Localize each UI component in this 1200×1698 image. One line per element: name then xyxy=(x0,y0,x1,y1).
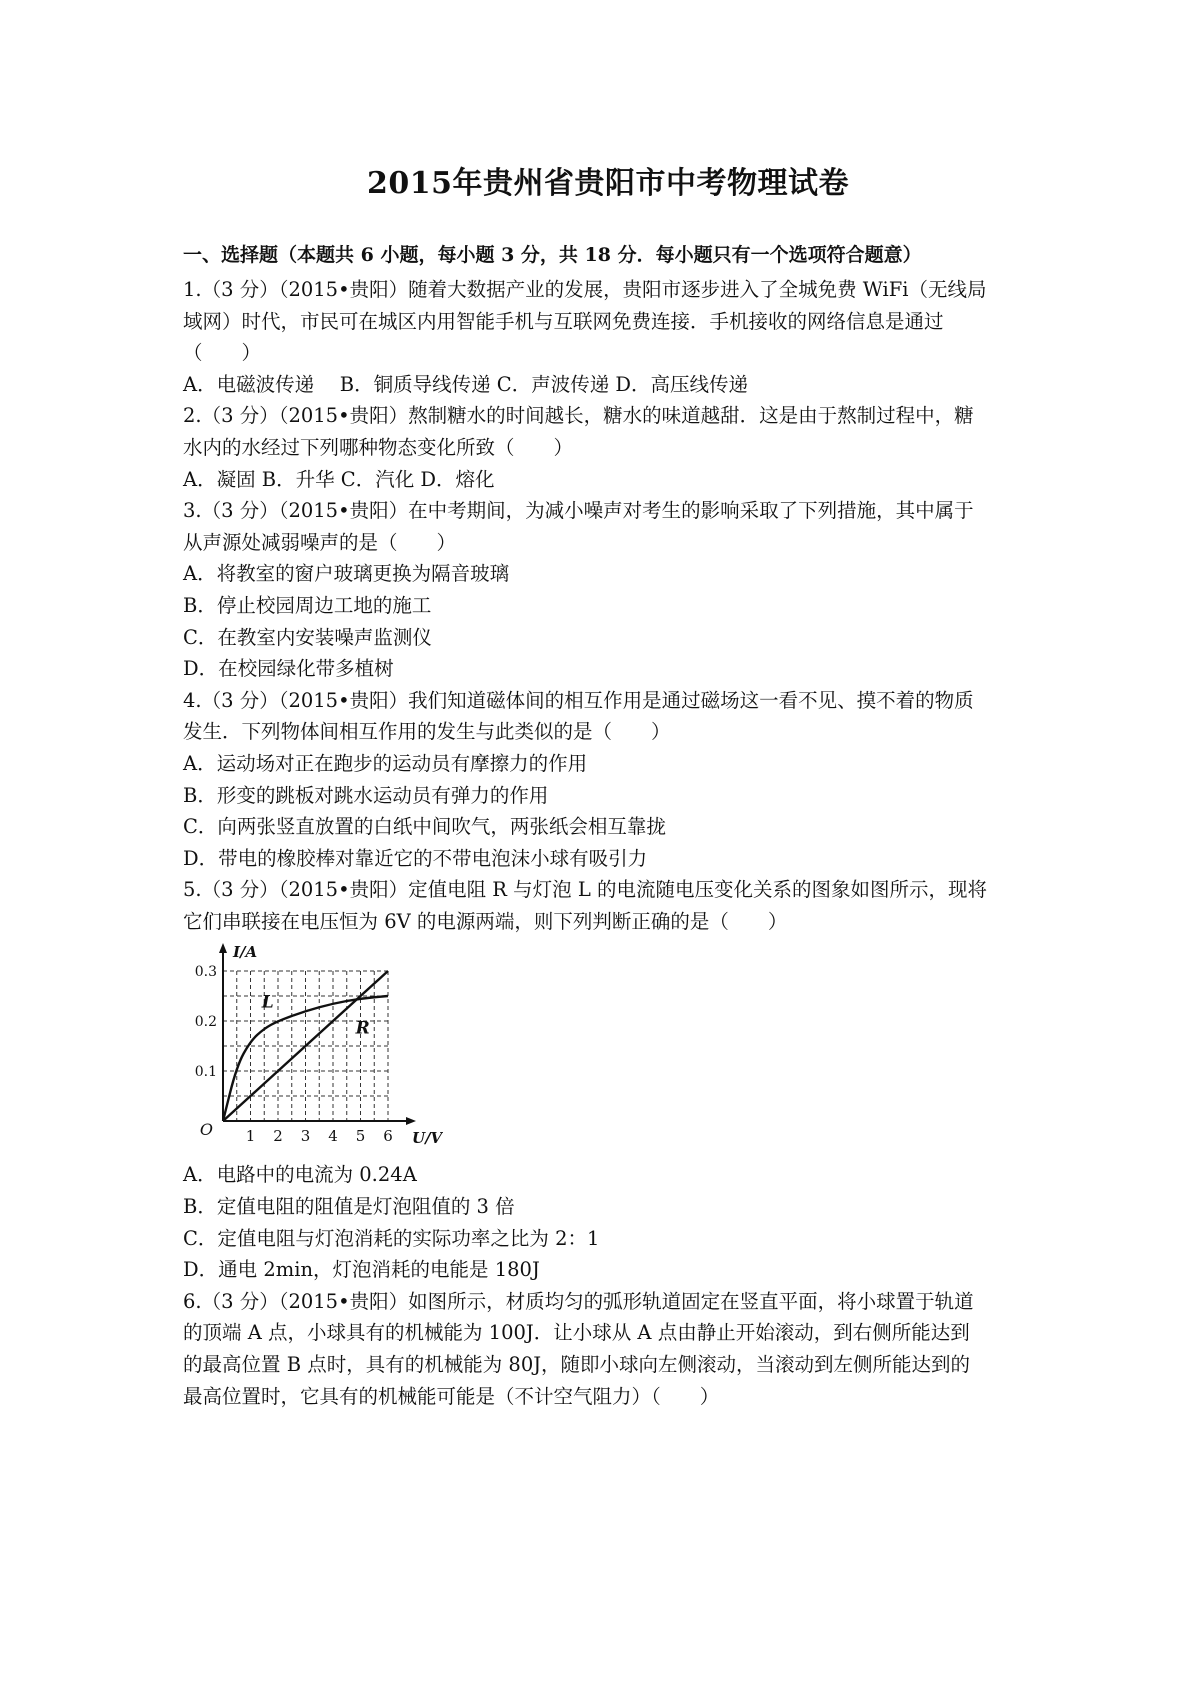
q4-line: 发生．下列物体间相互作用的发生与此类似的是（ ） xyxy=(183,720,671,744)
q6-line: 6.（3 分）（2015•贵阳）如图所示，材质均匀的弧形轨道固定在竖直平面，将小球置于轨道 xyxy=(183,1289,974,1313)
section-heading: 一、选择题（本题共 6 小题，每小题 3 分，共 18 分．每小题只有一个选项符合题意） xyxy=(183,244,922,266)
q2-line: 水内的水经过下列哪种物态变化所致（ ） xyxy=(183,435,574,459)
y-axis-label: I/A xyxy=(233,943,258,962)
iu-graph-svg xyxy=(183,941,443,1156)
x-tick-label: 2 xyxy=(273,1127,283,1146)
x-tick-label: 6 xyxy=(383,1127,393,1146)
q1-line: 1.（3 分）（2015•贵阳）随着大数据产业的发展，贵阳市逐步进入了全城免费 WiFi（无线局 xyxy=(183,278,987,301)
q3-option-d: D．在校园绿化带多植树 xyxy=(183,657,394,681)
q3-option-c: C．在教室内安装噪声监测仪 xyxy=(183,625,432,649)
series-L-label: L xyxy=(261,992,274,1013)
x-tick-label: 3 xyxy=(300,1127,311,1146)
page-title: 2015年贵州省贵阳市中考物理试卷 xyxy=(367,166,849,201)
y-axis-arrow xyxy=(219,943,227,953)
q2-options: A．凝固 B．升华 C．汽化 D．熔化 xyxy=(183,467,495,491)
x-tick-label: 4 xyxy=(328,1127,338,1146)
q4-option-c: C．向两张竖直放置的白纸中间吹气，两张纸会相互靠拢 xyxy=(183,815,666,839)
q4-line: 4.（3 分）（2015•贵阳）我们知道磁体间的相互作用是通过磁场这一看不见、摸不着的物质 xyxy=(183,688,974,712)
origin-label: O xyxy=(199,1120,213,1140)
q3-option-b: B．停止校园周边工地的施工 xyxy=(183,593,432,617)
x-tick-label: 5 xyxy=(355,1127,366,1146)
q5-line: 5.（3 分）（2015•贵阳）定值电阻 R 与灯泡 L 的电流随电压变化关系的图象如图所示，现将 xyxy=(183,878,988,902)
q6-line: 的顶端 A 点，小球具有的机械能为 100J．让小球从 A 点由静止开始滚动，到右侧所能达到 xyxy=(183,1321,970,1345)
q6-line: 最高位置时，它具有的机械能可能是（不计空气阻力）（ ） xyxy=(183,1384,720,1408)
q1-line: 域网）时代，市民可在城区内用智能手机与互联网免费连接．手机接收的网络信息是通过 xyxy=(183,309,944,333)
y-tick-label: 0.2 xyxy=(194,1014,217,1031)
series-R-label: R xyxy=(355,1018,370,1039)
iu-graph xyxy=(183,937,1033,1159)
q6-line: 的最高位置 B 点时，具有的机械能为 80J，随即小球向左侧滚动，当滚动到左侧所能达到的 xyxy=(183,1353,971,1377)
q4-option-d: D．带电的橡胶棒对靠近它的不带电泡沫小球有吸引力 xyxy=(183,846,648,870)
x-tick-label: 1 xyxy=(245,1127,256,1146)
q5-option-c: C．定值电阻与灯泡消耗的实际功率之比为 2：1 xyxy=(183,1226,600,1250)
q5-option-b: B．定值电阻的阻值是灯泡阻值的 3 倍 xyxy=(183,1195,515,1219)
y-tick-label: 0.1 xyxy=(194,1064,217,1081)
q3-option-a: A．将教室的窗户玻璃更换为隔音玻璃 xyxy=(183,562,510,586)
q3-line: 3.（3 分）（2015•贵阳）在中考期间，为减小噪声对考生的影响采取了下列措施，其中属于 xyxy=(183,499,974,523)
x-axis-label: U/V xyxy=(412,1129,443,1148)
q2-line: 2.（3 分）（2015•贵阳）熬制糖水的时间越长，糖水的味道越甜．这是由于熬制过程中，糖 xyxy=(183,404,974,428)
y-tick-label: 0.3 xyxy=(194,964,217,981)
q5-option-d: D．通电 2min，灯泡消耗的电能是 180J xyxy=(183,1258,540,1282)
q1-options: A．电磁波传递 B．铜质导线传递 C．声波传递 D．高压线传递 xyxy=(183,372,749,396)
q4-option-a: A．运动场对正在跑步的运动员有摩擦力的作用 xyxy=(183,751,588,775)
question-list xyxy=(183,274,1033,1412)
q4-option-b: B．形变的跳板对跳水运动员有弹力的作用 xyxy=(183,783,549,807)
x-axis-arrow xyxy=(406,1117,416,1125)
q5-line: 它们串联接在电压恒为 6V 的电源两端，则下列判断正确的是（ ） xyxy=(183,909,788,933)
q5-option-a: A．电路中的电流为 0.24A xyxy=(183,1163,417,1187)
q3-line: 从声源处减弱噪声的是（ ） xyxy=(183,530,457,554)
q1-line: （ ） xyxy=(183,341,262,365)
